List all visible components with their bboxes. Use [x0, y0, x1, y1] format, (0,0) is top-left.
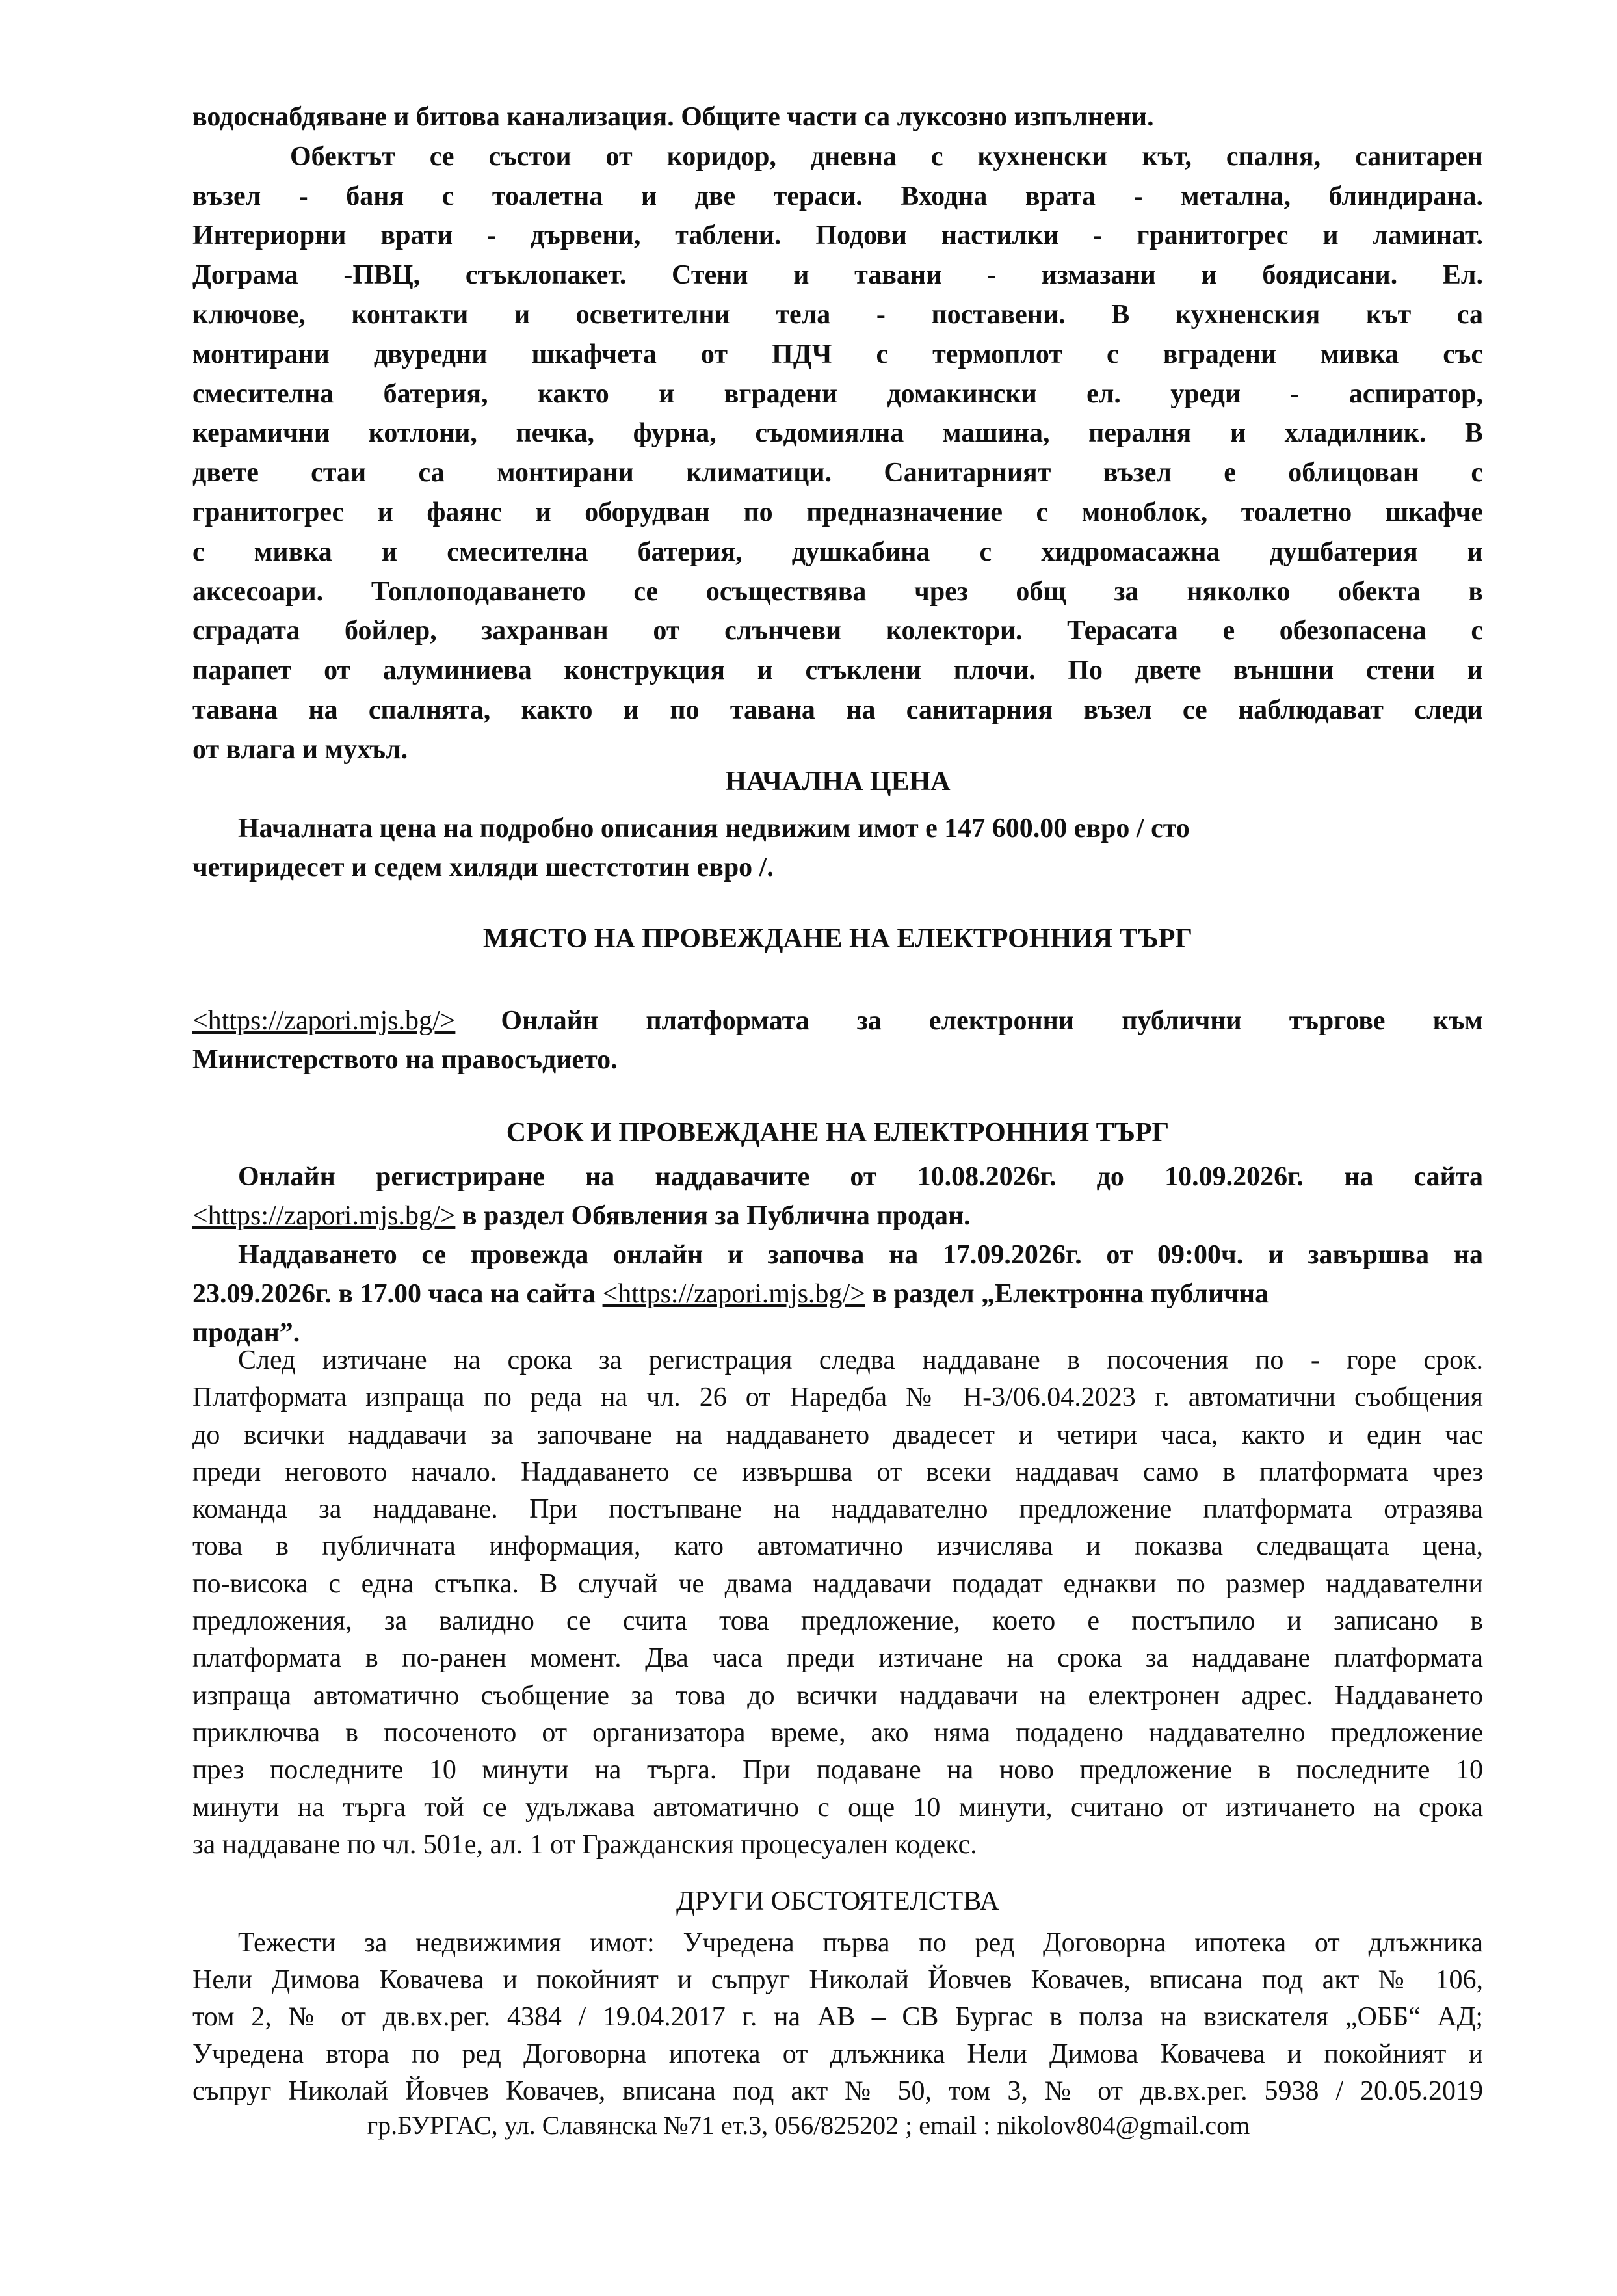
description-line: гранитогрес и фаянс и оборудван по предназначение с моноблок, тоалетно шкафче [192, 497, 1483, 527]
auction-term-text [192, 1157, 1483, 1353]
procedure-line: предложения, за валидно се счита това предложение, което е постъпило и записано в [192, 1606, 1483, 1637]
price-line: Началната цена на подробно описания недвижим имот е 147 600.00 евро / сто [238, 813, 1190, 843]
description-line: двете стаи са монтирани климатици. Санитарният възел е облицован с [192, 458, 1483, 488]
place-line: Министерството на правосъдието. [192, 1045, 618, 1075]
place-line [192, 1001, 1483, 1040]
encumbrance-line: Нели Димова Ковачева и покойният и съпруг Николай Йовчев Ковачев, вписана под акт № 106, [192, 1965, 1483, 1995]
place-line-rest [455, 1001, 1483, 1040]
encumbrance-line: том 2, № от дв.вх.рег. 4384 / 19.04.2017 г. на АВ – СВ Бургас в полза на взискателя „ОББ“ АД; [192, 2002, 1483, 2032]
description-line: сградата бойлер, захранван от слънчеви колектори. Терасата е обезопасена с [192, 616, 1483, 646]
bidding-line: Наддаването се провежда онлайн и започва на 17.09.2026г. от 09:00ч. и завършва на [238, 1240, 1483, 1270]
procedure-line: платформата в по-ранен момент. Два часа преди изтичане на срока за наддаване платформата [192, 1643, 1483, 1674]
bidding-line-start: 23.09.2026г. в 17.00 часа на сайта [192, 1279, 603, 1309]
description-line: Интериорни врати - дървени, таблени. Подови настилки - гранитогрес и ламинат. [192, 220, 1483, 251]
procedure-line: до всички наддавачи за започване на наддаването двадесет и четири часа, както и един час [192, 1419, 1483, 1450]
description-line: тавана на спалнята, както и по тавана на санитарния възел се наблюдават следи [192, 694, 1483, 725]
procedure-line: през последните 10 минути на търга. При подаване на ново предложение в последните 10 [192, 1755, 1483, 1786]
registration-line-rest: в раздел Обявления за Публична продан. [455, 1201, 971, 1231]
description-line: керамични котлони, печка, фурна, съдомиялна машина, пералня и хладилник. В [192, 418, 1483, 449]
other-circumstances-text [192, 1925, 1483, 2110]
auction-place-text [192, 1001, 1483, 1079]
auction-procedure-paragraph [192, 1342, 1483, 1864]
procedure-line: Платформата изпраща по реда на чл. 26 от Наредба № Н-3/06.04.2023 г. автоматични съобщения [192, 1382, 1483, 1413]
procedure-line: по-висока с една стъпка. В случай че двама наддавачи подадат еднакви по размер наддавателни [192, 1568, 1483, 1599]
description-line: от влага и мухъл. [192, 734, 408, 765]
description-line: Обектът се състои от коридор, дневна с кухненски кът, спалня, санитарен [290, 141, 1483, 172]
description-line: монтирани двуредни шкафчета от ПДЧ с термоплот с вградени мивка със [192, 339, 1483, 369]
registration-link[interactable]: <https://zapori.mjs.bg/> [192, 1201, 456, 1231]
platform-link[interactable]: <https://zapori.mjs.bg/> [192, 1006, 456, 1036]
other-circumstances-heading: ДРУГИ ОБСТОЯТЕЛСТВА [676, 1886, 1000, 1916]
encumbrance-line: Учредена втора по ред Договорна ипотека от длъжника Нели Димова Ковачева и покойният и [192, 2039, 1483, 2069]
bidding-line-end: в раздел „Електронна публична [865, 1279, 1269, 1309]
description-line: ключове, контакти и осветителни тела - поставени. В кухненския кът са [192, 299, 1483, 330]
procedure-line: минути на търга той се удължава автоматично с още 10 минути, считано от изтичането на срока [192, 1792, 1483, 1823]
auction-term-heading: СРОК И ПРОВЕЖДАНЕ НА ЕЛЕКТРОННИЯ ТЪРГ [506, 1118, 1170, 1148]
procedure-line: това в публичната информация, като автоматично изчислява и показва следващата цена, [192, 1531, 1483, 1562]
description-line: Дограма -ПВЦ, стъклопакет. Стени и тавани - измазани и боядисани. Ел. [192, 260, 1483, 291]
property-description [192, 98, 1483, 770]
price-line: четиридесет и седем хиляди шестстотин евро /. [192, 852, 774, 882]
bidding-link[interactable]: <https://zapori.mjs.bg/> [602, 1279, 865, 1309]
description-line: с мивка и смесителна батерия, душкабина с хидромасажна душбатерия и [192, 536, 1483, 567]
encumbrance-line: съпруг Николай Йовчев Ковачев, вписана под акт № 50, том 3, № от дв.вх.рег. 5938 / 20.05.2019 [192, 2076, 1483, 2106]
procedure-line: След изтичане на срока за регистрация следва наддаване в посочения по - горе срок. [238, 1345, 1483, 1375]
starting-price-heading: НАЧАЛНА ЦЕНА [725, 767, 951, 797]
description-line: смесителна батерия, както и вградени домакински ел. уреди - аспиратор, [192, 378, 1483, 409]
procedure-line: изпраща автоматично съобщение за това до всички наддавачи на електронен адрес. Наддаването [192, 1680, 1483, 1711]
auction-place-heading: МЯСТО НА ПРОВЕЖДАНЕ НА ЕЛЕКТРОННИЯ ТЪРГ [482, 924, 1193, 954]
description-line: водоснабдяване и битова канализация. Общите части са луксозно изпълнени. [192, 102, 1154, 132]
starting-price-text [192, 809, 1483, 887]
bidding-line: продан”. [192, 1318, 300, 1348]
place-line-rest-text: Онлайн платформата за електронни публични търгове към [501, 1006, 1483, 1036]
procedure-line: преди неговото начало. Наддаването се извършва от всеки наддавач само в платформата чрез [192, 1457, 1483, 1487]
procedure-line: за наддаване по чл. 501е, ал. 1 от Гражданския процесуален кодекс. [192, 1829, 977, 1860]
page-footer: гр.БУРГАС, ул. Славянска №71 ет.3, 056/825202 ; email : nikolov804@gmail.com [367, 2111, 1250, 2140]
procedure-line: приключва в посоченото от организатора време, ако няма подадено наддавателно предложение [192, 1717, 1483, 1748]
registration-line: Онлайн регистриране на наддавачите от 10.08.2026г. до 10.09.2026г. на сайта [238, 1162, 1483, 1192]
description-line: аксесоари. Топлоподаването се осъществява чрез общ за няколко обекта в [192, 576, 1483, 607]
procedure-line: команда за наддаване. При постъпване на наддавателно предложение платформата отразява [192, 1494, 1483, 1525]
bidding-line [192, 1274, 1483, 1313]
encumbrance-line: Тежести за недвижимия имот: Учредена първа по ред Договорна ипотека от длъжника [238, 1928, 1483, 1958]
registration-line [192, 1196, 1483, 1235]
description-line: възел - баня с тоалетна и две тераси. Входна врата - метална, блиндирана. [192, 181, 1483, 211]
description-line: парапет от алуминиева конструкция и стъклени плочи. По двете външни стени и [192, 655, 1483, 686]
